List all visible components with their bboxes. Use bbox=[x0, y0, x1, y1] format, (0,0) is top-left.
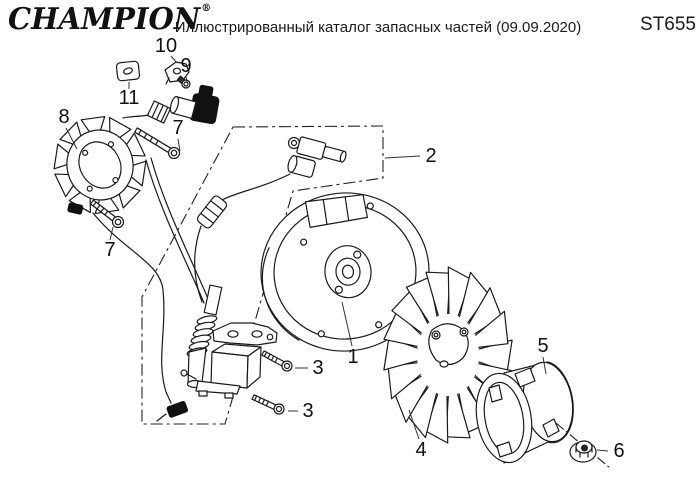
model-number: ST655 bbox=[640, 14, 696, 35]
logo-text: CHAMPION bbox=[8, 1, 201, 37]
part-number-label: 3 bbox=[302, 400, 314, 422]
registered-trademark: ® bbox=[201, 2, 212, 14]
flange-nut bbox=[570, 441, 596, 462]
callout-leader bbox=[597, 450, 608, 451]
wire-sleeve bbox=[147, 101, 170, 123]
part-number-label: 5 bbox=[537, 335, 549, 357]
part-number-label: 10 bbox=[154, 35, 178, 57]
part-number-label: 6 bbox=[613, 440, 625, 462]
ignition-coil bbox=[181, 285, 277, 398]
part-number-label: 4 bbox=[415, 439, 427, 461]
part-number-label: 1 bbox=[347, 346, 359, 368]
screw bbox=[262, 351, 292, 371]
cover-plate bbox=[116, 61, 140, 81]
part-number-label: 11 bbox=[118, 87, 140, 109]
callout-leader bbox=[385, 156, 420, 158]
part-number-label: 3 bbox=[312, 357, 324, 379]
page-title: Иллюстрированный каталог запасных частей (09.09.2020) bbox=[174, 19, 582, 36]
part-number-label: 2 bbox=[425, 145, 437, 167]
part-number-label: 9 bbox=[180, 55, 192, 77]
screw bbox=[252, 395, 284, 414]
wire-connector bbox=[166, 401, 188, 418]
part-number-label: 7 bbox=[172, 117, 184, 139]
part-number-label: 7 bbox=[104, 239, 116, 261]
callout-leader bbox=[171, 56, 177, 63]
part-number-label: 8 bbox=[58, 106, 70, 128]
